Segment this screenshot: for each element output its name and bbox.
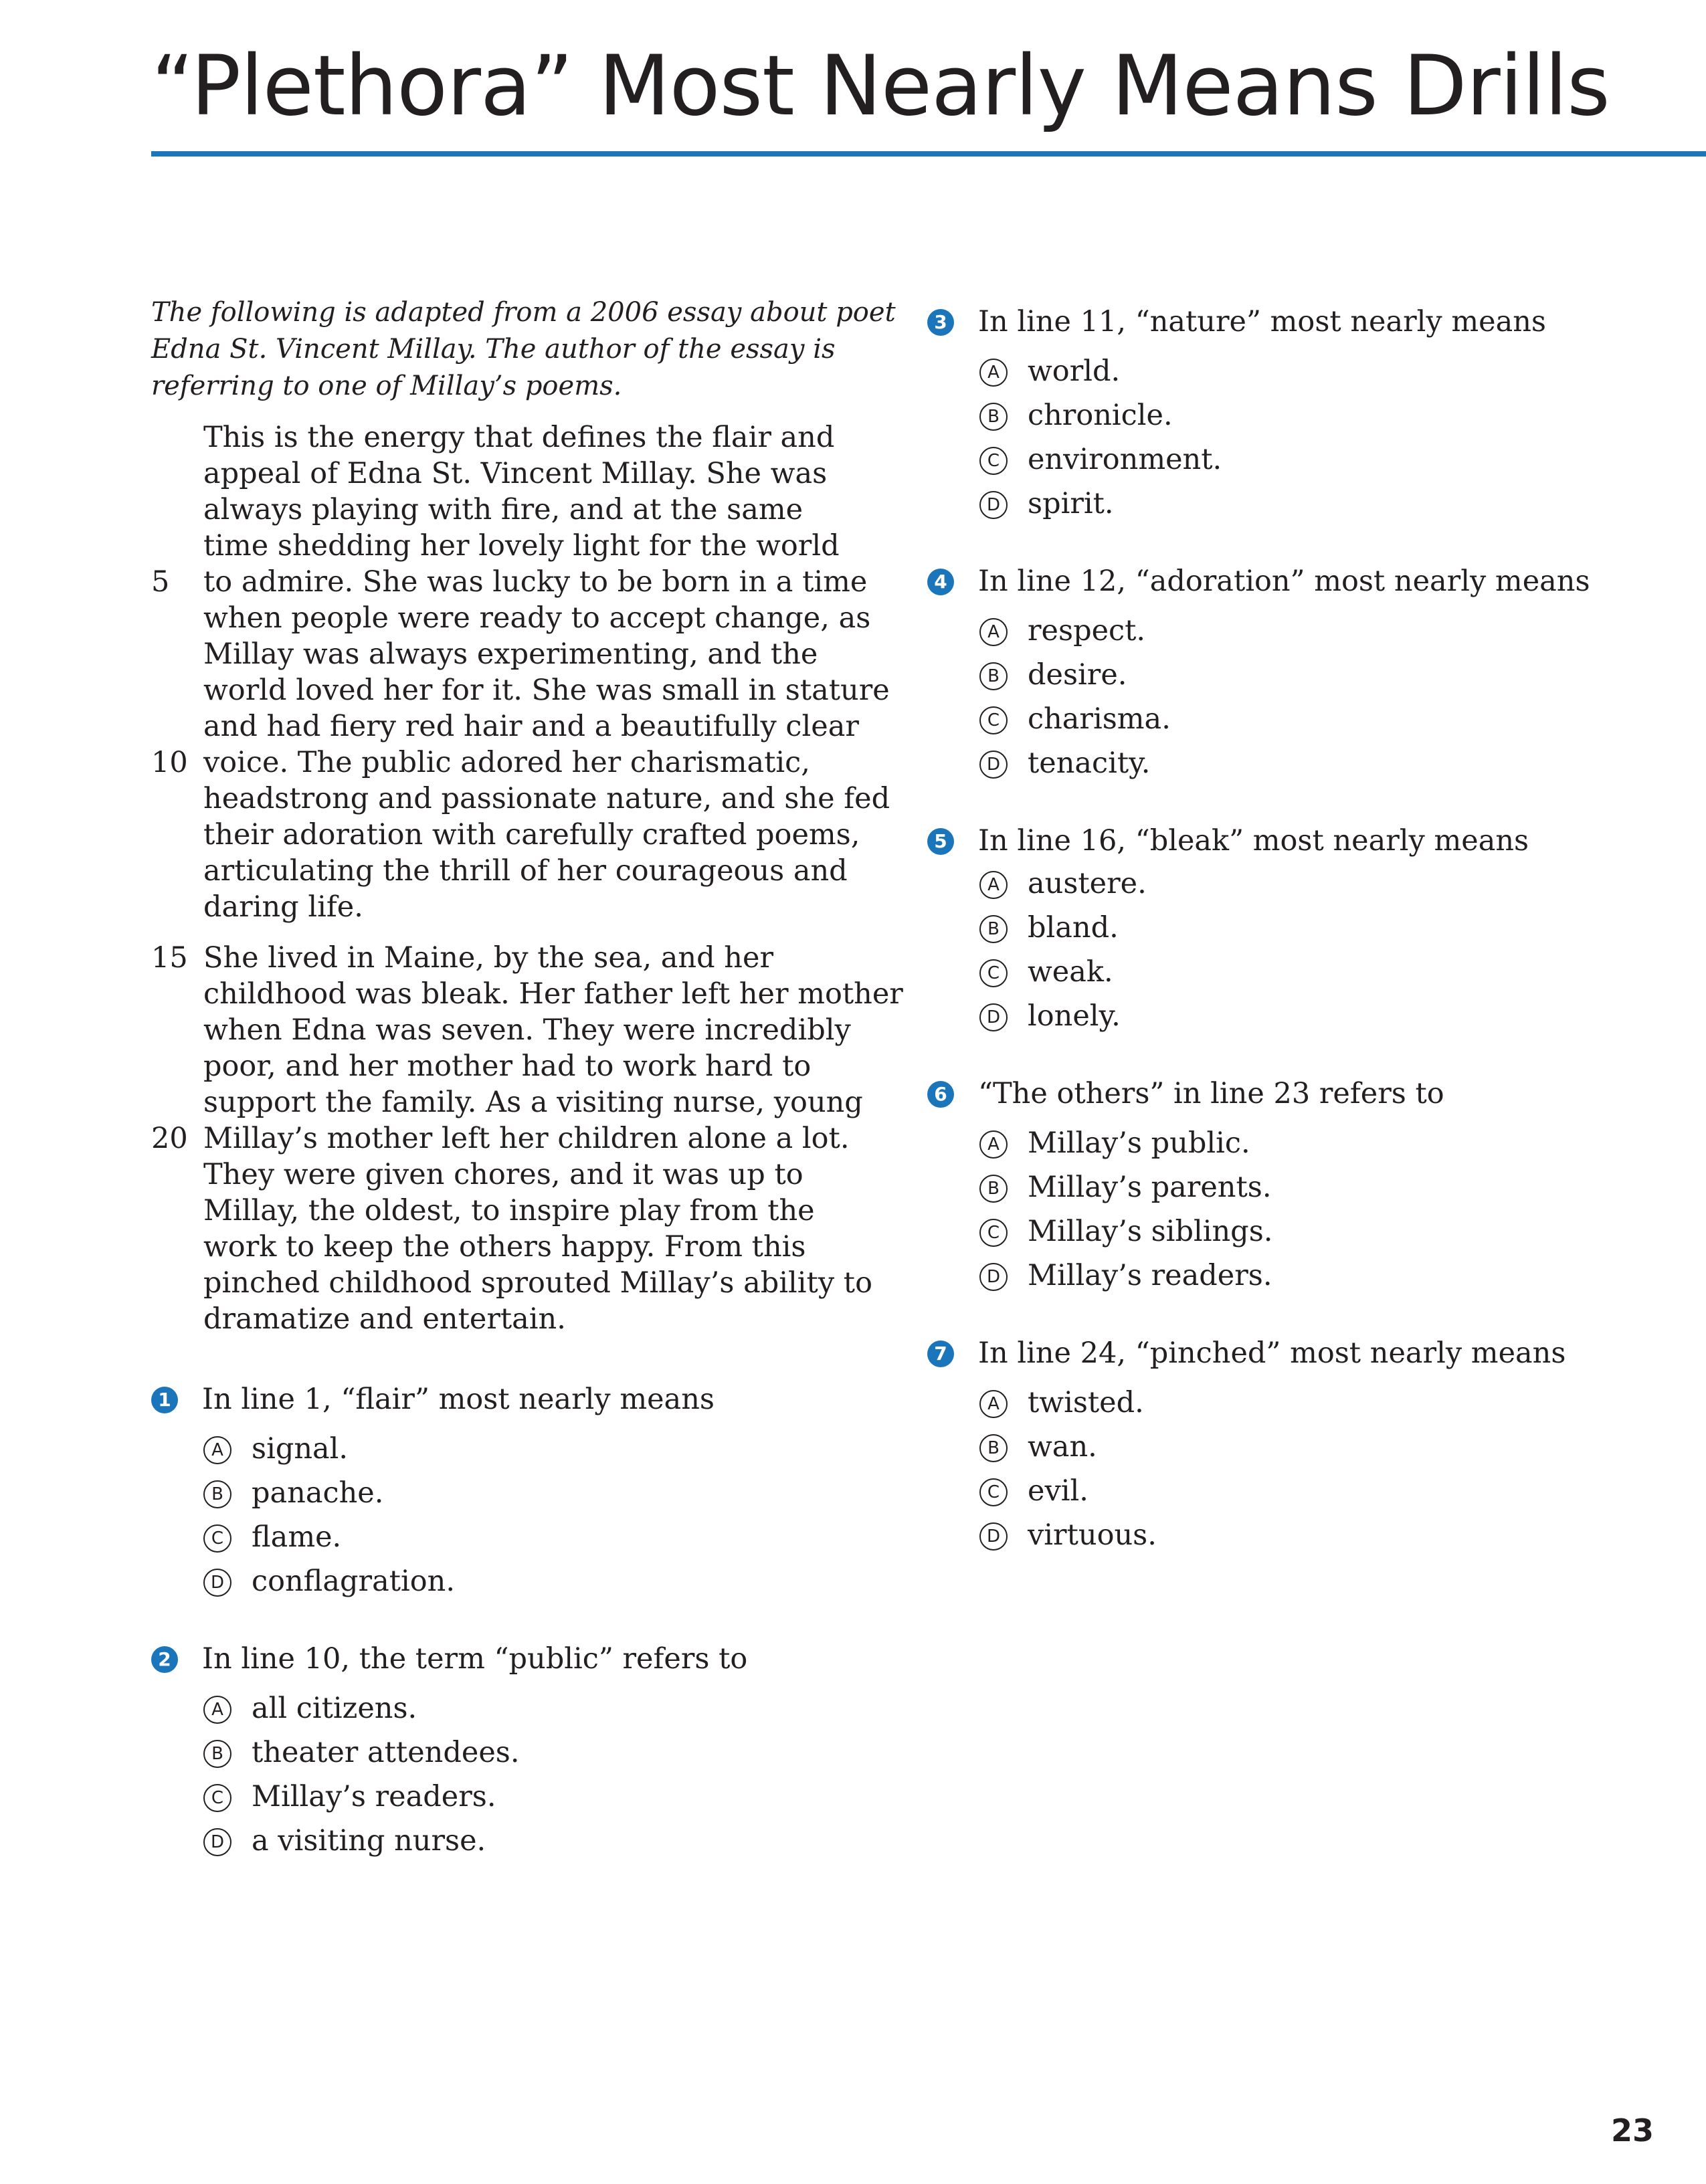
passage-line	[151, 1120, 860, 1157]
line-number: 5	[151, 565, 170, 599]
option-text: weak.	[1028, 955, 1113, 989]
option-text: all citizens.	[252, 1692, 417, 1725]
line-text: always playing with fire, and at the same	[203, 493, 803, 526]
question-number-badge: 6	[927, 1081, 954, 1108]
option-text: bland.	[1028, 911, 1119, 945]
option-text: Millay’s siblings.	[1028, 1215, 1273, 1248]
option-letter: A	[979, 1390, 1008, 1418]
line-text: when Edna was seven. They were incredibly	[203, 1013, 851, 1047]
option-letter: B	[979, 1434, 1008, 1462]
question-number-badge: 3	[927, 309, 954, 336]
line-number: 15	[151, 941, 188, 975]
option-letter: B	[979, 1175, 1008, 1203]
question-number-badge: 1	[151, 1387, 178, 1413]
answer-option[interactable]	[151, 1775, 860, 1819]
question-4	[927, 561, 1663, 785]
passage-line	[151, 636, 860, 672]
passage-line	[151, 1265, 872, 1301]
right-column	[927, 301, 1663, 1592]
passage-line	[151, 419, 860, 456]
option-letter: D	[979, 1522, 1008, 1551]
question-number-badge: 4	[927, 569, 954, 595]
option-letter: D	[979, 1003, 1008, 1031]
passage-line	[151, 528, 860, 564]
line-text: voice. The public adored her charismatic,	[203, 746, 810, 779]
option-text: Millay’s parents.	[1028, 1171, 1272, 1204]
option-text: charisma.	[1028, 702, 1171, 736]
passage-paragraph-2	[151, 940, 903, 1337]
passage-line	[151, 940, 860, 976]
line-text: to admire. She was lucky to be born in a time	[203, 565, 868, 599]
passage-line	[151, 1301, 860, 1337]
line-text: dramatize and entertain.	[203, 1302, 566, 1336]
option-letter: A	[979, 359, 1008, 387]
line-text: This is the energy that defines the flair and	[203, 421, 835, 454]
option-text: chronicle.	[1028, 399, 1173, 432]
answer-option[interactable]	[927, 906, 1663, 950]
line-text: headstrong and passionate nature, and she fed	[203, 782, 890, 815]
option-text: tenacity.	[1028, 747, 1151, 780]
option-text: Millay’s readers.	[252, 1780, 496, 1813]
question-5	[927, 820, 1663, 1038]
answer-option[interactable]	[151, 1686, 860, 1730]
option-letter: D	[979, 1263, 1008, 1291]
passage-line	[151, 744, 860, 781]
answer-option[interactable]	[151, 1515, 860, 1559]
question-stem: In line 12, “adoration” most nearly means	[978, 565, 1590, 598]
option-letter: B	[203, 1740, 231, 1768]
passage-line	[151, 1084, 863, 1120]
question-1	[151, 1379, 860, 1603]
passage-line	[151, 564, 868, 600]
line-text: Millay’s mother left her children alone a lot.	[203, 1122, 850, 1155]
line-text: Millay was always experimenting, and the	[203, 637, 818, 671]
option-letter: A	[979, 1130, 1008, 1159]
passage-line	[151, 492, 860, 528]
line-text: time shedding her lovely light for the world	[203, 529, 840, 563]
question-stem: In line 24, “pinched” most nearly means	[978, 1336, 1566, 1370]
line-text: appeal of Edna St. Vincent Millay. She was	[203, 457, 828, 490]
option-text: twisted.	[1028, 1386, 1144, 1419]
option-text: austere.	[1028, 867, 1147, 900]
option-text: wan.	[1028, 1430, 1097, 1464]
option-text: conflagration.	[252, 1565, 455, 1598]
passage-line	[151, 781, 890, 817]
question-number-badge: 2	[151, 1646, 178, 1673]
passage-line	[151, 1193, 860, 1229]
option-letter: C	[979, 447, 1008, 475]
answer-option[interactable]	[151, 1471, 860, 1515]
option-letter: B	[979, 915, 1008, 943]
answer-option[interactable]	[927, 393, 1663, 437]
option-letter: D	[203, 1569, 231, 1597]
page-title: “Plethora” Most Nearly Means Drills	[151, 38, 1610, 134]
answer-option[interactable]	[151, 1730, 860, 1775]
option-letter: C	[203, 1784, 231, 1812]
passage-line	[151, 853, 860, 889]
answer-option[interactable]	[927, 741, 1663, 785]
title-rule	[151, 151, 1706, 157]
answer-option[interactable]	[927, 437, 1663, 482]
passage-line	[151, 1012, 860, 1048]
line-text: poor, and her mother had to work hard to	[203, 1050, 812, 1083]
question-stem: In line 10, the term “public” refers to	[202, 1642, 748, 1676]
option-letter: C	[979, 706, 1008, 734]
passage-line	[151, 1157, 860, 1193]
question-6	[927, 1073, 1663, 1298]
line-text: articulating the thrill of her courageous and	[203, 854, 848, 888]
answer-option[interactable]	[927, 994, 1663, 1038]
page-number: 23	[1610, 2112, 1654, 2149]
answer-option[interactable]	[927, 609, 1663, 653]
line-text: support the family. As a visiting nurse, young	[203, 1086, 863, 1119]
line-text: childhood was bleak. Her father left her mother	[203, 977, 903, 1011]
passage-line	[151, 976, 903, 1012]
question-2	[151, 1638, 860, 1863]
option-letter: D	[979, 751, 1008, 779]
question-3	[927, 301, 1663, 526]
answer-option[interactable]	[927, 349, 1663, 393]
option-text: desire.	[1028, 658, 1127, 692]
question-7	[927, 1332, 1663, 1557]
answer-option[interactable]	[927, 1165, 1663, 1209]
line-text: work to keep the others happy. From this	[203, 1230, 806, 1264]
passage-line	[151, 672, 890, 708]
option-text: theater attendees.	[252, 1736, 520, 1769]
line-text: pinched childhood sprouted Millay’s ability to	[203, 1266, 872, 1300]
option-text: environment.	[1028, 443, 1222, 476]
answer-option[interactable]	[927, 697, 1663, 741]
question-stem: In line 1, “flair” most nearly means	[202, 1383, 715, 1416]
line-text: daring life.	[203, 890, 363, 924]
passage-line	[151, 456, 860, 492]
line-text: Millay, the oldest, to inspire play from the	[203, 1194, 815, 1227]
option-letter: C	[979, 1219, 1008, 1247]
question-stem: In line 11, “nature” most nearly means	[978, 305, 1546, 338]
option-letter: B	[979, 403, 1008, 431]
option-text: spirit.	[1028, 487, 1114, 520]
option-letter: C	[203, 1524, 231, 1553]
option-text: evil.	[1028, 1474, 1088, 1508]
option-text: virtuous.	[1028, 1518, 1157, 1552]
option-text: flame.	[252, 1520, 342, 1554]
passage-line	[151, 1229, 860, 1265]
option-letter: C	[979, 959, 1008, 987]
line-number: 10	[151, 746, 188, 779]
option-letter: A	[203, 1436, 231, 1464]
option-letter: A	[979, 871, 1008, 899]
answer-option[interactable]	[927, 950, 1663, 994]
passage-paragraph-1	[151, 419, 890, 925]
intro-line: The following is adapted from a 2006 essay about poet	[151, 297, 896, 328]
option-text: panache.	[252, 1476, 384, 1510]
line-text: world loved her for it. She was small in stature	[203, 674, 890, 707]
answer-option[interactable]	[151, 1819, 860, 1863]
option-letter: C	[979, 1478, 1008, 1506]
answer-option[interactable]	[927, 1425, 1663, 1469]
option-text: world.	[1028, 355, 1121, 388]
answer-option[interactable]	[151, 1559, 860, 1603]
left-column	[151, 294, 903, 1898]
question-stem: “The others” in line 23 refers to	[978, 1077, 1444, 1110]
option-text: Millay’s readers.	[1028, 1259, 1272, 1292]
passage-line	[151, 889, 860, 925]
option-letter: B	[203, 1480, 231, 1508]
answer-option[interactable]	[927, 1209, 1663, 1254]
option-text: respect.	[1028, 614, 1146, 648]
passage-line	[151, 708, 860, 744]
line-text: and had fiery red hair and a beautifully clear	[203, 710, 859, 743]
answer-option[interactable]	[927, 1121, 1663, 1165]
question-number-badge: 5	[927, 828, 954, 855]
question-number-badge: 7	[927, 1341, 954, 1367]
question-stem: In line 16, “bleak” most nearly means	[978, 824, 1529, 858]
option-letter: B	[979, 662, 1008, 690]
answer-option[interactable]	[927, 1254, 1663, 1298]
answer-option[interactable]	[927, 653, 1663, 697]
answer-option[interactable]	[151, 1427, 860, 1471]
option-letter: A	[979, 618, 1008, 646]
line-text: They were given chores, and it was up to	[203, 1158, 803, 1191]
line-text: their adoration with carefully crafted poems,	[203, 818, 860, 852]
line-number: 20	[151, 1122, 188, 1155]
passage-line	[151, 600, 871, 636]
answer-option[interactable]	[927, 1513, 1663, 1557]
option-letter: D	[979, 491, 1008, 519]
line-text: when people were ready to accept change, as	[203, 601, 871, 635]
answer-option[interactable]	[927, 1469, 1663, 1513]
option-letter: A	[203, 1696, 231, 1724]
option-letter: D	[203, 1828, 231, 1856]
passage-intro	[151, 294, 896, 405]
answer-option[interactable]	[927, 862, 1663, 906]
option-text: Millay’s public.	[1028, 1126, 1250, 1160]
answer-option[interactable]	[927, 482, 1663, 526]
line-text: She lived in Maine, by the sea, and her	[203, 941, 774, 975]
intro-line: Edna St. Vincent Millay. The author of the essay is	[151, 334, 836, 365]
option-text: a visiting nurse.	[252, 1824, 486, 1858]
option-text: signal.	[252, 1432, 349, 1466]
intro-line: referring to one of Millay’s poems.	[151, 371, 622, 401]
option-text: lonely.	[1028, 999, 1121, 1033]
passage-line	[151, 1048, 860, 1084]
answer-option[interactable]	[927, 1381, 1663, 1425]
passage-line	[151, 817, 860, 853]
